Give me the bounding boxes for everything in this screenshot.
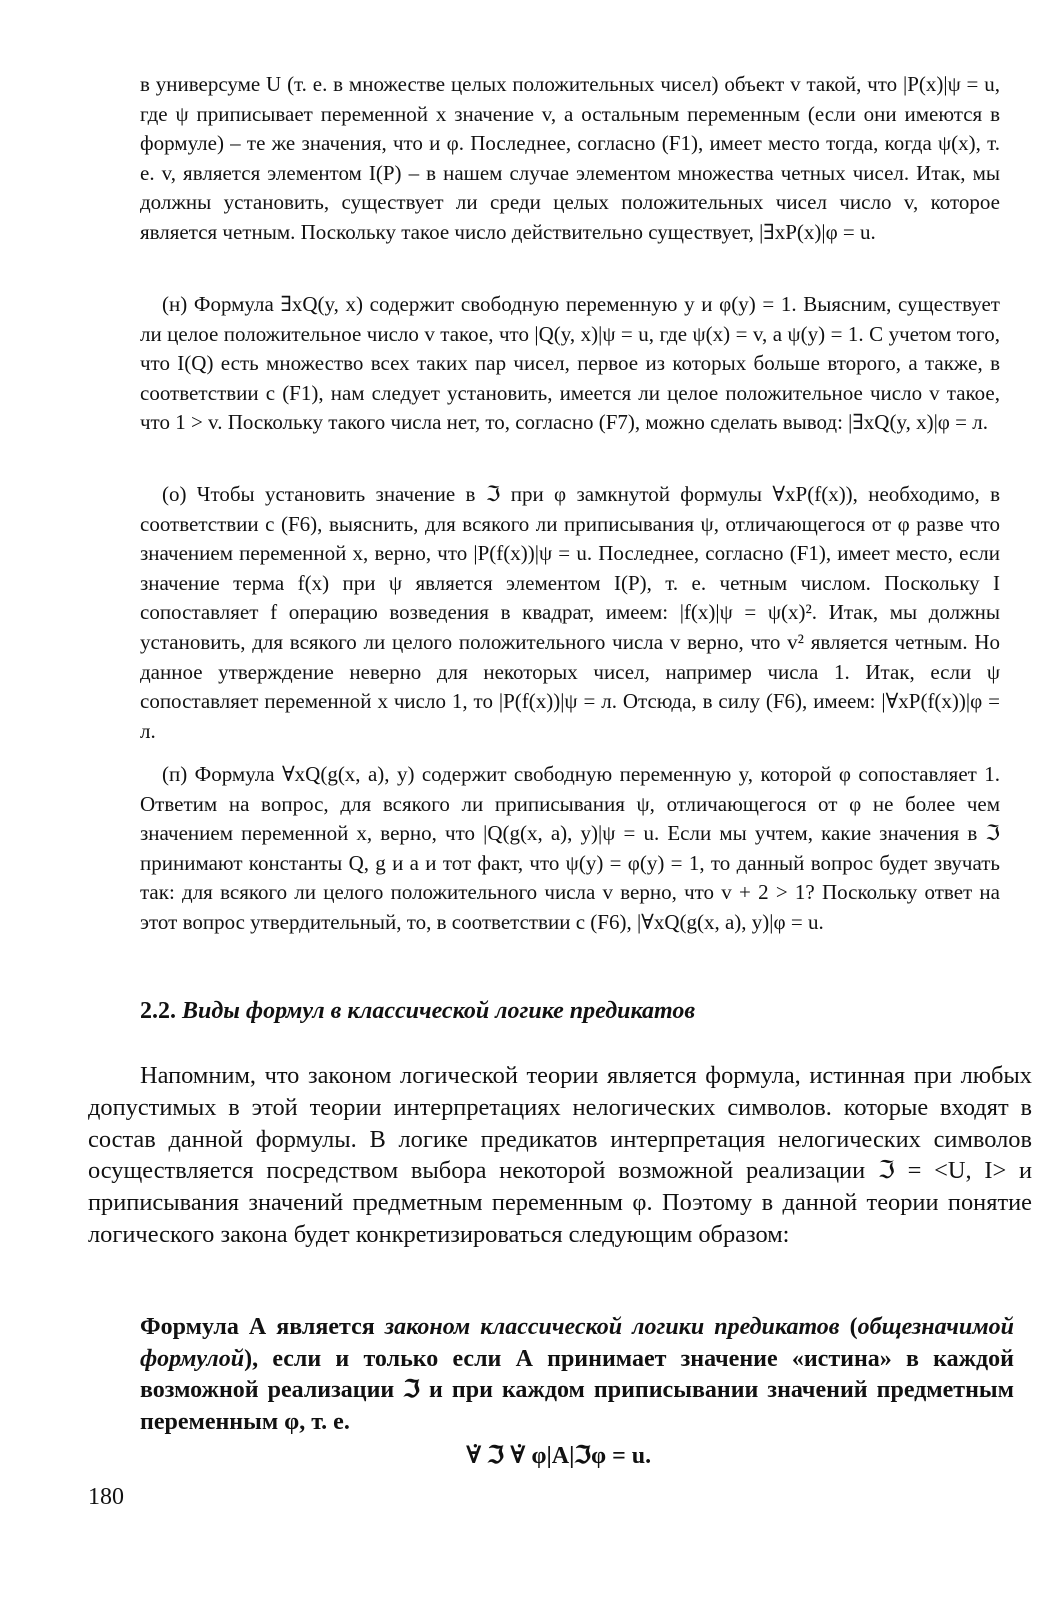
section-heading — [140, 998, 695, 1025]
paragraph-o — [140, 480, 1000, 746]
paragraph-text: (о) Чтобы установить значение в ℑ при φ замкнутой формулы ∀xP(f(x)), необходимо, в соответствии с (F6), выяснить, для всякого ли приписывания ψ, отличающегося от φ разве что значением переменной x, верно, что |P(f(x))|ψ = u. Последнее, согласно (F1), имеет место, если значение терма f(x) при ψ является элементом I(P), т. е. четным числом. Поскольку I сопоставляет f операцию возведения в квадрат, имеем: |f(x)|ψ = ψ(x)². Итак, мы должны установить, для всякого ли целого положительного числа v верно, что v² является четным. Но данное утверждение неверно для некоторых чисел, например числа 1. Итак, если ψ сопоставляет переменной x число 1, то |P(f(x))|ψ = л. Отсюда, в силу (F6), имеем: |∀xP(f(x))|φ = л. — [140, 482, 1000, 743]
intro-text: Напомним, что законом логической теории является формула, истинная при любых допустимых в этой теории интерпретациях нелогических символов. которые входят в состав данной формулы. В логике предикатов интерпретация нелогических символов осуществляется посредством выбора некоторой возможной реализации ℑ = <U, I> и приписывания значений предметным переменным φ. Поэтому в данной теории понятие логического закона будет конкретизироваться следующим образом: — [88, 1062, 1032, 1248]
definition-alt: общезначимой формулой — [140, 1314, 1015, 1372]
page-number: 180 — [88, 1484, 124, 1510]
paragraph-text: (п) Формула ∀xQ(g(x, a), y) содержит свободную переменную y, которой φ сопоставляет 1. Ответим на вопрос, для всякого ли приписывания ψ, отличающегося от φ не более чем значением переменной x, верно, что |Q(g(x, a), y)|ψ = u. Если мы учтем, какие значения в ℑ принимают константы Q, g и a и тот факт, что ψ(y) = φ(y) = 1, то данный вопрос будет звучать так: для всякого ли целого положительного числа v верно, что v + 2 > 1? Поскольку ответ на этот вопрос утвердительный, то, в соответствии с (F6), |∀xQ(g(x, a), y)|φ = u. — [140, 762, 1000, 934]
definition-open: ( — [839, 1314, 858, 1340]
section-number: 2.2. — [140, 998, 176, 1024]
definition-lead: Формула А является — [140, 1314, 385, 1340]
definition-formula: ∀̇ ℑ ∀̇ φ|A|ℑφ = u. — [466, 1443, 652, 1469]
paragraph-text: (н) Формула ∃xQ(y, x) содержит свободную переменную y и φ(y) = 1. Выясним, существует ли целое положительное число v такое, что |Q(y, x)|ψ = u, где ψ(x) = v, а ψ(y) = 1. С учетом того, что I(Q) есть множество всех таких пар чисел, первое из которых больше второго, а также, в соответствии с (F1), нам следует установить, имеется ли целое положительное число v такое, что 1 > v. Поскольку такого числа нет, то, согласно (F7), можно сделать вывод: |∃xQ(y, x)|φ = л. — [140, 292, 1000, 435]
definition-term: законом классической логики предикатов — [384, 1314, 840, 1340]
intro-paragraph — [88, 1060, 1032, 1251]
paragraph-n — [140, 290, 1000, 438]
section-title: Виды формул в классической логике предикатов — [182, 998, 696, 1024]
definition-rest: ), если и только если А принимает значение «истина» в каждой возможной реализации ℑ и при каждом приписывании значений предметным переменным φ, т. е. — [140, 1345, 1014, 1435]
paragraph-1 — [140, 70, 1000, 248]
paragraph-text: в универсуме U (т. е. в множестве целых положительных чисел) объект v такой, что |P(x)|ψ = u, где ψ приписывает переменной x значение v, а остальным переменным (если они имеются в формуле) – те же значения, что и φ. Последнее, согласно (F1), имеет место тогда, когда ψ(x), т. е. v, является элементом I(P) – в нашем случае элементом множества четных чисел. Итак, мы должны установить, существует ли среди целых положительных чисел число v, которое является четным. Поскольку такое число действительно существует, |∃xP(x)|φ = u. — [140, 72, 1000, 244]
paragraph-p — [140, 760, 1000, 938]
definition-block — [140, 1312, 1014, 1438]
